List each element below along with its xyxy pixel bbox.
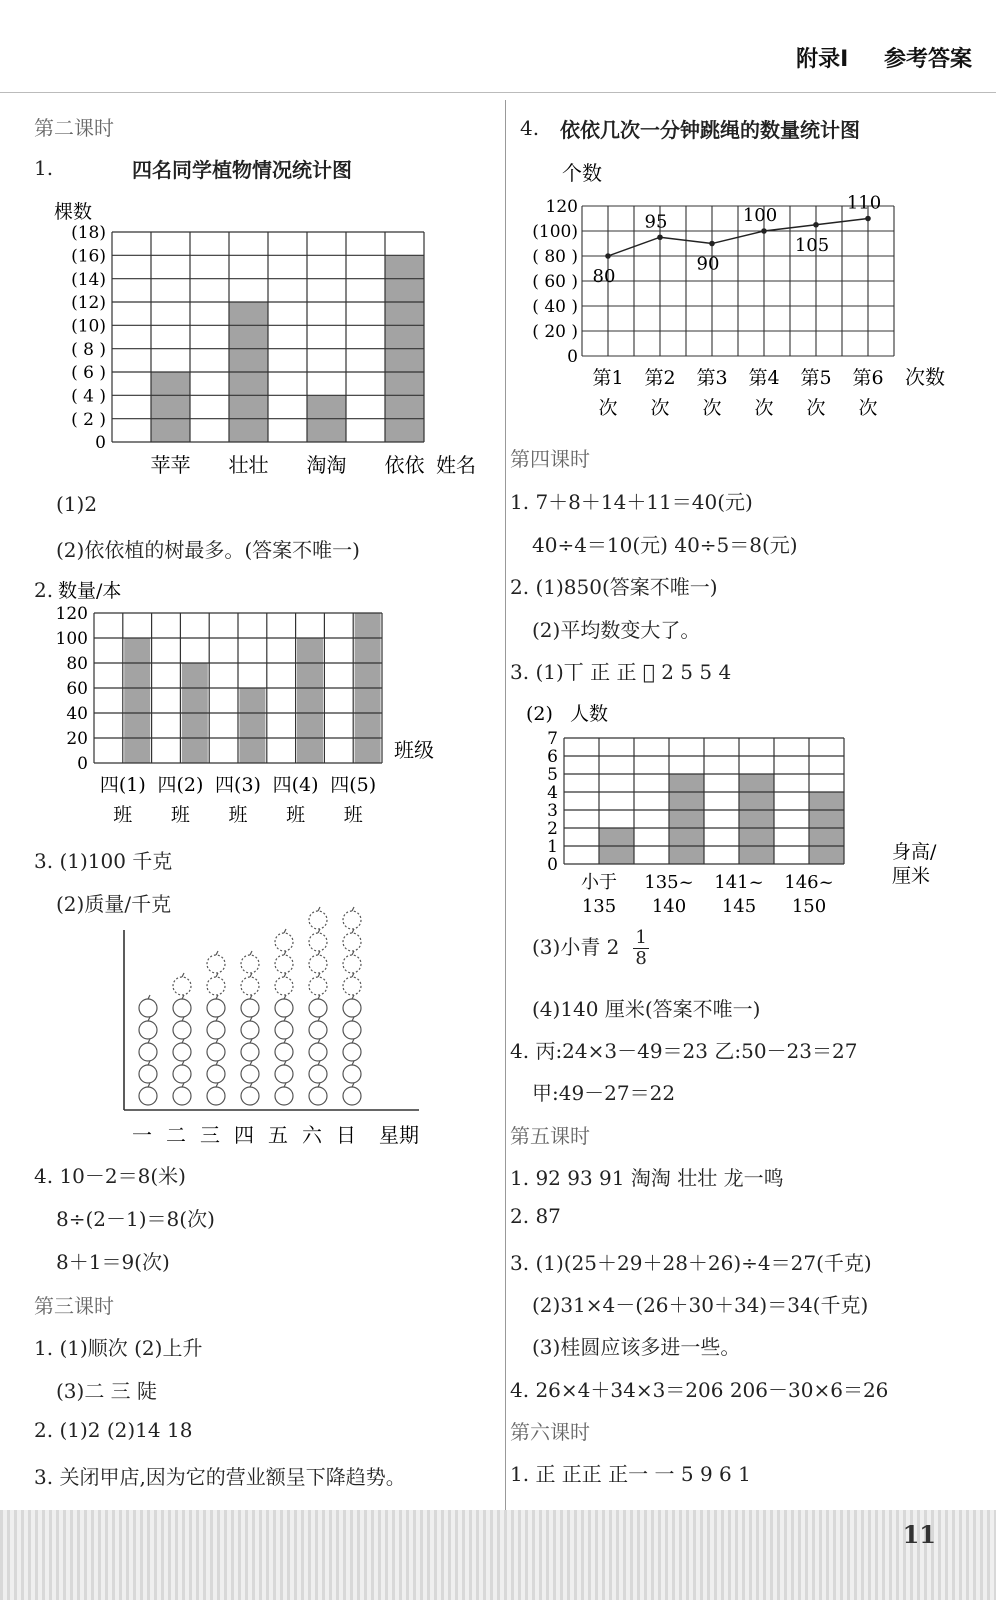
x-axis-label: 班级 (394, 738, 434, 762)
apple-stem (352, 995, 354, 999)
y-tick-label: (10) (71, 316, 106, 337)
apple-icon (173, 977, 191, 995)
page-header (768, 42, 972, 73)
data-point (865, 216, 871, 222)
page-number: 11 (902, 1520, 936, 1549)
apple-stem (318, 1061, 320, 1065)
x-tick-label: 135 (581, 896, 617, 915)
apple-stem (352, 907, 354, 911)
apple-stem (284, 1039, 286, 1043)
y-tick-label: 120 (55, 604, 88, 625)
apple-stem (250, 1061, 252, 1065)
apple-stem (284, 929, 286, 933)
y-tick-label: 2 (547, 819, 558, 840)
apple-icon (241, 1043, 259, 1061)
l3-q2: 2. (1)2 (2)14 18 (34, 1418, 193, 1442)
apple-icon (241, 1021, 259, 1039)
y-tick-label: 5 (547, 765, 558, 786)
x-tick-label: 四(5) (330, 774, 377, 796)
apple-icon (275, 1043, 293, 1061)
q1-answer-1: (1)2 (56, 492, 98, 516)
bar (124, 638, 150, 763)
apple-icon (207, 977, 225, 995)
y-axis-label: 人数 (570, 703, 609, 725)
x-tick-label: 第6 (852, 367, 884, 389)
fraction-denominator: 8 (635, 948, 647, 969)
data-point (657, 234, 663, 240)
x-axis-label: 姓名 (436, 453, 476, 477)
l3-q3: 3. 关闭甲店,因为它的营业额呈下降趋势。 (34, 1465, 406, 1489)
y-tick-label: 60 (66, 679, 88, 700)
apple-stem (284, 1083, 286, 1087)
lesson5-heading: 第五课时 (510, 1124, 590, 1148)
apple-stem (318, 1083, 320, 1087)
bar (152, 372, 190, 442)
l4-q3-c (532, 928, 649, 969)
apple-stem (216, 951, 218, 955)
y-tick-label: (12) (71, 293, 106, 314)
x-tick-label: 次 (650, 397, 670, 419)
data-point (605, 253, 611, 259)
l5-q1: 1. 92 93 91 淘淘 壮壮 龙一鸣 (510, 1166, 784, 1190)
apple-stem (352, 1039, 354, 1043)
apple-stem (318, 951, 320, 955)
apple-stem (318, 907, 320, 911)
x-tick-label: 第4 (748, 367, 780, 389)
l4-q2-b: (2)平均数变大了。 (532, 618, 701, 642)
x-tick-label: 四(1) (99, 774, 146, 796)
y-tick-label: (16) (71, 246, 106, 267)
x-tick-label: 班 (170, 804, 190, 826)
apple-icon (275, 999, 293, 1017)
apple-icon (139, 1087, 157, 1105)
chart4-title: 依依几次一分钟跳绳的数量统计图 (560, 118, 860, 142)
l5-q3-b: (2)31×4－(26＋30＋34)＝34(千克) (532, 1293, 869, 1317)
apple-icon (309, 955, 327, 973)
apple-stem (284, 1061, 286, 1065)
q1-answer-2: (2)依依植的树最多。(答案不唯一) (56, 538, 360, 562)
x-tick-label: 150 (791, 896, 827, 915)
data-label: 105 (794, 234, 830, 256)
y-axis-label: 数量/本 (58, 580, 122, 602)
chart-plant-count (34, 190, 489, 480)
y-tick-label: 80 (66, 654, 88, 675)
x-tick-label: 四 (234, 1123, 254, 1147)
answers-label: 参考答案 (883, 47, 972, 72)
l6-q1: 1. 正 正正 正一 一 5 9 6 1 (510, 1462, 751, 1486)
apple-icon (275, 1021, 293, 1039)
y-axis-label: 个数 (562, 161, 602, 185)
l4-q3-a: 3. (1)丅 正 正 𠀆 2 5 5 4 (510, 660, 732, 684)
q4-number: 4. (520, 116, 540, 140)
y-tick-label: (18) (71, 223, 106, 244)
apple-icon (241, 955, 259, 973)
x-tick-label: 第2 (644, 367, 676, 389)
q3-answer-1: 3. (1)100 千克 (34, 849, 173, 873)
y-tick-label: (14) (71, 269, 106, 290)
right-column (510, 100, 980, 1510)
y-tick-label: 0 (567, 347, 578, 367)
apple-stem (352, 951, 354, 955)
x-tick-label: 班 (113, 804, 133, 826)
apple-icon (173, 1021, 191, 1039)
appendix-label: 附录Ⅰ (796, 47, 849, 72)
apple-stem (148, 995, 150, 999)
apple-icon (343, 911, 361, 929)
column-divider (505, 100, 506, 1510)
x-tick-label: 六 (302, 1123, 322, 1147)
l5-q3-a: 3. (1)(25＋29＋28＋26)÷4＝27(千克) (510, 1251, 872, 1275)
y-tick-label: 100 (55, 629, 88, 650)
apple-icon (207, 1087, 225, 1105)
apple-stem (182, 1039, 184, 1043)
apple-icon (139, 1043, 157, 1061)
y-tick-label: 0 (77, 754, 88, 775)
y-tick-label: 7 (547, 729, 558, 750)
x-tick-label: 班 (228, 804, 248, 826)
data-point (813, 222, 819, 228)
l5-q4: 4. 26×4＋34×3＝206 206－30×6＝26 (510, 1378, 889, 1402)
q2-number: 2. (34, 578, 54, 602)
apple-icon (241, 1087, 259, 1105)
l4-q3-c-text: (3)小青 2 (532, 935, 620, 959)
apple-stem (182, 1061, 184, 1065)
x-tick-label: 146~ (784, 872, 834, 893)
x-tick-label: 班 (286, 804, 306, 826)
left-column (34, 100, 489, 1510)
x-tick-label: 班 (343, 804, 363, 826)
apple-icon (343, 1043, 361, 1061)
apple-icon (343, 1065, 361, 1083)
x-tick-label: 苹苹 (150, 453, 191, 477)
apple-icon (207, 955, 225, 973)
x-tick-label: 四(2) (157, 774, 204, 796)
apple-stem (250, 973, 252, 977)
apple-icon (275, 977, 293, 995)
x-tick-label: 次 (858, 397, 878, 419)
q3-part2-label: (2) (526, 703, 553, 725)
y-tick-label: 20 (66, 729, 88, 750)
header-rule (0, 92, 996, 93)
apple-icon (343, 1087, 361, 1105)
chart-height-bar (520, 690, 980, 915)
apple-icon (309, 1043, 327, 1061)
y-tick-label: 1 (547, 837, 558, 858)
apple-icon (343, 1021, 361, 1039)
bar (297, 638, 323, 763)
apple-stem (148, 1039, 150, 1043)
lesson2-heading: 第二课时 (34, 116, 114, 140)
apple-icon (139, 1021, 157, 1039)
apple-stem (148, 1083, 150, 1087)
x-tick-label: 第3 (696, 367, 728, 389)
y-tick-label: 0 (547, 855, 558, 876)
lesson6-heading: 第六课时 (510, 1420, 590, 1444)
y-tick-label: ( 40 ) (532, 297, 578, 317)
x-tick-label: 135~ (644, 872, 694, 893)
apple-icon (275, 1065, 293, 1083)
apple-icon (139, 1065, 157, 1083)
x-tick-label: 次 (806, 397, 826, 419)
apple-stem (216, 973, 218, 977)
apple-icon (241, 999, 259, 1017)
apple-icon (343, 977, 361, 995)
x-axis-label: 身高/ (892, 841, 937, 863)
apple-icon (173, 1043, 191, 1061)
apple-stem (318, 995, 320, 999)
data-point (761, 228, 767, 234)
y-tick-label: ( 8 ) (71, 339, 106, 360)
x-tick-label: 140 (651, 896, 687, 915)
apple-stem (250, 1039, 252, 1043)
l4-q4-a: 4. 丙:24×3－49＝23 乙:50－23＝27 (510, 1039, 858, 1063)
apple-icon (343, 955, 361, 973)
x-tick-label: 次 (702, 397, 722, 419)
x-tick-label: 四(3) (215, 774, 261, 796)
l4-q2-a: 2. (1)850(答案不唯一) (510, 575, 718, 599)
x-tick-label: 141~ (714, 872, 764, 893)
apple-stem (216, 995, 218, 999)
apple-stem (318, 1017, 320, 1021)
q1-number: 1. (34, 156, 54, 180)
apple-icon (309, 933, 327, 951)
x-tick-label: 第5 (800, 367, 832, 389)
l4-q1-b: 40÷4＝10(元) 40÷5＝8(元) (532, 533, 798, 557)
apple-stem (148, 1017, 150, 1021)
apple-stem (148, 1061, 150, 1065)
apple-stem (216, 1083, 218, 1087)
data-label: 90 (696, 253, 720, 275)
y-tick-label: 40 (66, 704, 88, 725)
x-tick-label: 次 (754, 397, 774, 419)
apple-icon (173, 1087, 191, 1105)
y-tick-label: 3 (547, 801, 558, 822)
apple-stem (182, 1083, 184, 1087)
x-tick-label: 二 (166, 1123, 186, 1147)
apple-stem (216, 1017, 218, 1021)
apple-stem (352, 973, 354, 977)
apple-icon (173, 999, 191, 1017)
apple-stem (250, 1017, 252, 1021)
x-tick-label: 淘淘 (306, 453, 347, 477)
apple-icon (343, 933, 361, 951)
apple-icon (241, 1065, 259, 1083)
apple-stem (352, 1017, 354, 1021)
apple-stem (284, 973, 286, 977)
q3-answer-2: (2)质量/千克 (56, 892, 172, 916)
x-tick-label: 四(4) (272, 774, 319, 796)
fraction (633, 928, 648, 969)
apple-icon (173, 1065, 191, 1083)
x-tick-label: 五 (268, 1123, 288, 1147)
chart-apple-pictograph (34, 900, 489, 1150)
l5-q2: 2. 87 (510, 1204, 561, 1228)
apple-icon (275, 933, 293, 951)
apple-stem (182, 973, 184, 977)
y-tick-label: 120 (545, 197, 578, 217)
x-tick-label: 日 (336, 1123, 356, 1147)
l5-q3-c: (3)桂圆应该多进一些。 (532, 1335, 741, 1359)
lesson3-heading: 第三课时 (34, 1294, 114, 1318)
data-label: 100 (742, 205, 778, 226)
apple-stem (284, 995, 286, 999)
data-point (709, 241, 715, 247)
x-axis-label: 次数 (905, 365, 945, 389)
apple-stem (250, 1083, 252, 1087)
y-tick-label: ( 20 ) (532, 322, 578, 342)
y-tick-label: ( 80 ) (532, 247, 578, 267)
x-tick-label: 壮壮 (228, 453, 269, 477)
l3-q1-a: 1. (1)顺次 (2)上升 (34, 1336, 203, 1360)
x-tick-label: 依依 (384, 453, 425, 477)
x-tick-label: 三 (200, 1123, 220, 1147)
l4-q1-a: 1. 7＋8＋14＋11＝40(元) (510, 490, 753, 514)
y-tick-label: 0 (95, 433, 106, 454)
apple-icon (207, 999, 225, 1017)
y-axis-label: 棵数 (54, 201, 93, 223)
apple-stem (216, 1061, 218, 1065)
apple-icon (309, 1021, 327, 1039)
apple-stem (250, 995, 252, 999)
apple-icon (207, 1065, 225, 1083)
apple-icon (139, 999, 157, 1017)
chart-book-count (34, 575, 489, 830)
apple-icon (309, 977, 327, 995)
x-tick-label: 次 (598, 397, 618, 419)
x-tick-label: 145 (721, 896, 757, 915)
x-tick-label: 小于 (581, 872, 617, 893)
apple-stem (284, 1017, 286, 1021)
apple-icon (275, 1087, 293, 1105)
bar (740, 774, 774, 864)
y-tick-label: 4 (547, 783, 558, 804)
q4-line-3: 8＋1＝9(次) (56, 1250, 170, 1274)
fraction-numerator: 1 (635, 927, 647, 948)
chart-jump-rope-line (520, 150, 980, 435)
y-tick-label: ( 4 ) (71, 386, 106, 407)
l4-q3-d: (4)140 厘米(答案不唯一) (532, 997, 761, 1021)
data-label: 80 (592, 266, 616, 287)
apple-stem (284, 951, 286, 955)
x-axis-label: 厘米 (892, 865, 931, 887)
apple-icon (309, 911, 327, 929)
apple-icon (309, 1065, 327, 1083)
bar (239, 688, 265, 763)
apple-icon (309, 999, 327, 1017)
y-tick-label: ( 2 ) (71, 409, 106, 430)
bar (670, 774, 704, 864)
apple-stem (318, 1039, 320, 1043)
l3-q1-b: (3)二 三 陡 (56, 1379, 158, 1403)
y-tick-label: (100) (532, 222, 578, 242)
q4-line-2: 8÷(2－1)＝8(次) (56, 1207, 215, 1231)
data-label: 110 (846, 192, 882, 214)
apple-stem (182, 995, 184, 999)
lesson4-heading: 第四课时 (510, 447, 590, 471)
apple-stem (250, 951, 252, 955)
q4-line-1: 4. 10－2＝8(米) (34, 1164, 186, 1188)
data-label: 95 (644, 211, 668, 233)
apple-icon (275, 955, 293, 973)
apple-icon (207, 1021, 225, 1039)
apple-icon (241, 977, 259, 995)
apple-stem (182, 1017, 184, 1021)
l4-q4-b: 甲:49－27＝22 (532, 1081, 676, 1105)
apple-icon (309, 1087, 327, 1105)
apple-icon (343, 999, 361, 1017)
apple-stem (318, 973, 320, 977)
y-tick-label: 6 (547, 747, 558, 768)
apple-stem (352, 1083, 354, 1087)
y-tick-label: ( 6 ) (71, 363, 106, 384)
chart1-title: 四名同学植物情况统计图 (132, 158, 352, 182)
apple-icon (207, 1043, 225, 1061)
x-tick-label: 一 (132, 1123, 152, 1147)
x-axis-label: 星期 (379, 1123, 419, 1147)
x-tick-label: 第1 (592, 367, 624, 389)
apple-stem (352, 1061, 354, 1065)
apple-stem (352, 929, 354, 933)
y-tick-label: ( 60 ) (532, 272, 578, 292)
apple-stem (318, 929, 320, 933)
apple-stem (216, 1039, 218, 1043)
page-footer-band (0, 1510, 996, 1600)
